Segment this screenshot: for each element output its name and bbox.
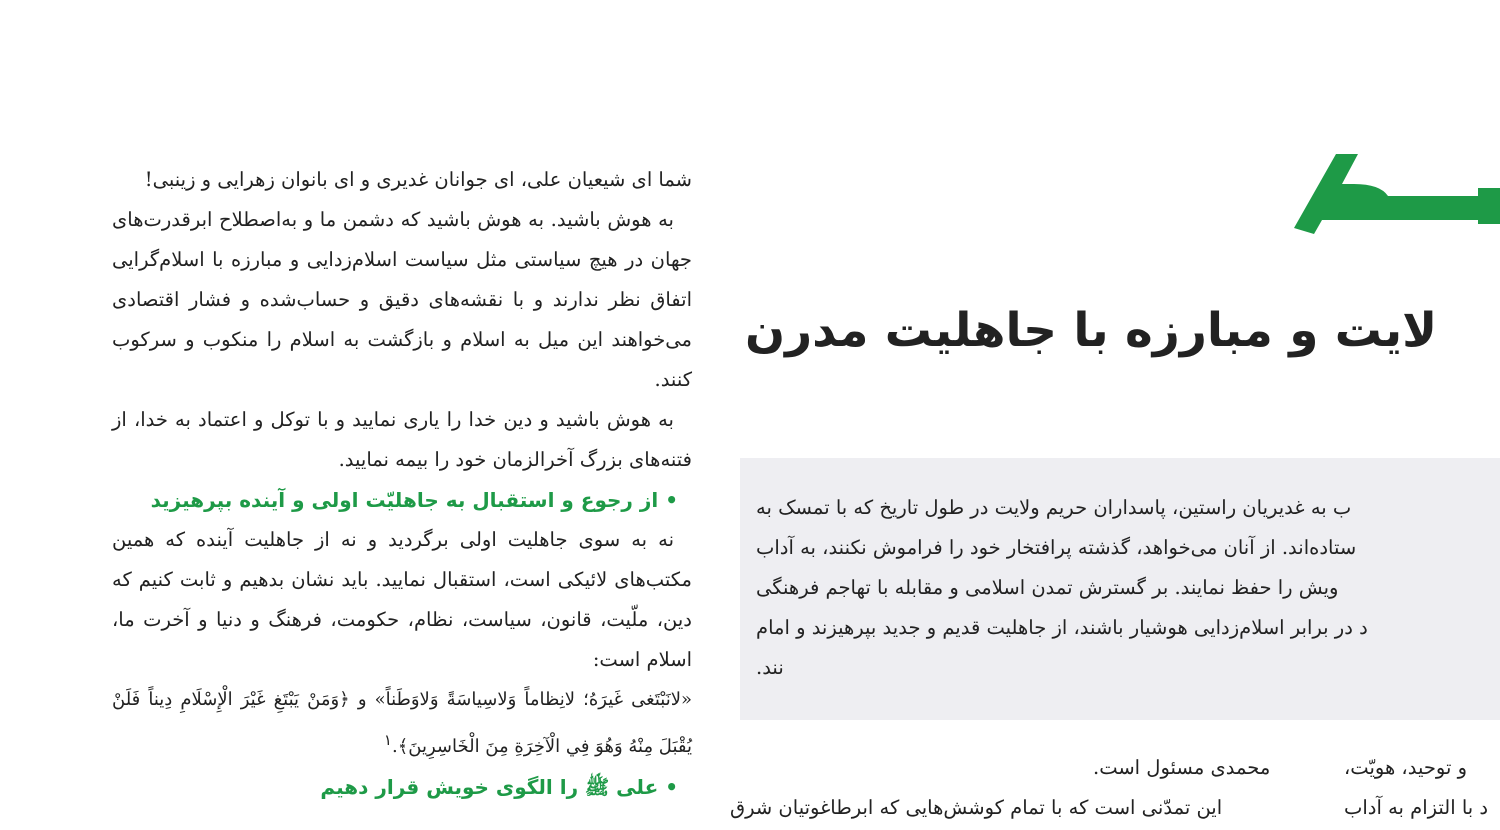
middle-column-line: محمدی مسئول است.: [1093, 756, 1271, 779]
article-headline: [745, 296, 1500, 366]
headline-text: لایت و مبارزه با جاهلیت مدرن: [745, 303, 1438, 358]
lead-line: ستاده‌اند. از آنان می‌خواهد، گذشته پرافتخار خود را فراموش نکنند، به آداب: [756, 536, 1357, 559]
footnote-marker: ۱: [383, 731, 392, 749]
paragraph-warning: به هوش باشید. به هوش باشید که دشمن ما و به‌اصطلاح ابرقدرت‌های جهان در هیچ سیاستی مثل سیاست اسلام‌زدایی و مبارزه با اسلام‌گرایی اتفاق نظر ندارند و با نقشه‌های دقیق و حساب‌شده و فشار اقتصادی می‌خواهند این میل به اسلام و بازگشت به اسلام را منکوب و سرکوب کنند.: [112, 208, 692, 391]
middle-column-line: این تمدّنی است که با تمام کوشش‌هایی که ابرطاغوتیان شرق: [730, 796, 1223, 819]
lead-line: د در برابر اسلام‌زدایی هوشیار باشند، از جاهلیت قدیم و جدید بپرهیزند و امام: [756, 616, 1368, 639]
lead-line: نند.: [756, 656, 784, 679]
logo-fragment: [1292, 148, 1500, 234]
right-column-line: و توحید، هویّت،: [1344, 756, 1468, 779]
subheading-ali-role-model: • علی ﷺ را الگوی خویش قرار دهیم: [112, 767, 692, 807]
paragraph-jahiliyyah: نه به سوی جاهلیت اولی برگردید و نه از جاهلیت آینده که همین مکتب‌های لائیکی است، استقبال نمایید. باید نشان بدهیم و ثابت کنیم که دین، ملّیت، قانون، سیاست، نظام، حکومت، فرهنگ و دنیا و آخرت ما، اسلام است:: [112, 528, 692, 671]
paragraph-faith: به هوش باشید و دین خدا را یاری نمایید و با توکل و اعتماد به خدا، از فتنه‌های بزرگ آخرالزمان خود را بیمه نمایید.: [112, 408, 692, 471]
lead-box: [740, 458, 1500, 720]
lead-line: ب به غدیریان راستین، پاسداران حریم ولایت در طول تاریخ که با تمسک به: [756, 496, 1352, 519]
lead-line: ویش را حفظ نمایند. بر گسترش تمدن اسلامی و مقابله با تهاجم فرهنگی: [756, 576, 1339, 599]
logo-fragment-graphic: [1292, 148, 1500, 234]
lead-text: [756, 488, 1500, 688]
right-column-line: د با التزام به آداب: [1344, 796, 1489, 819]
paragraph-quote: [112, 680, 692, 767]
left-text-column: [112, 160, 692, 807]
paragraph-address: شما ای شیعیان علی، ای جوانان غدیری و ای بانوان زهرایی و زینبی!: [144, 168, 692, 191]
subheading-jahiliyyah: • از رجوع و استقبال به جاهلیّت اولی و آینده بپرهیزید: [112, 480, 692, 520]
quote-text: «لانَبْتَغی غَیرَهُ؛ لانِظاماً وَلاسِیاسَةً وَلاوَطَناً» و ﴿وَمَنْ يَبْتَغِ غَيْرَ الْإِسْلَامِ دِيناً فَلَنْ يُقْبَلَ مِنْهُ وَهُوَ فِي الْآخِرَةِ مِنَ الْخَاسِرِينَ﴾.: [112, 689, 692, 757]
